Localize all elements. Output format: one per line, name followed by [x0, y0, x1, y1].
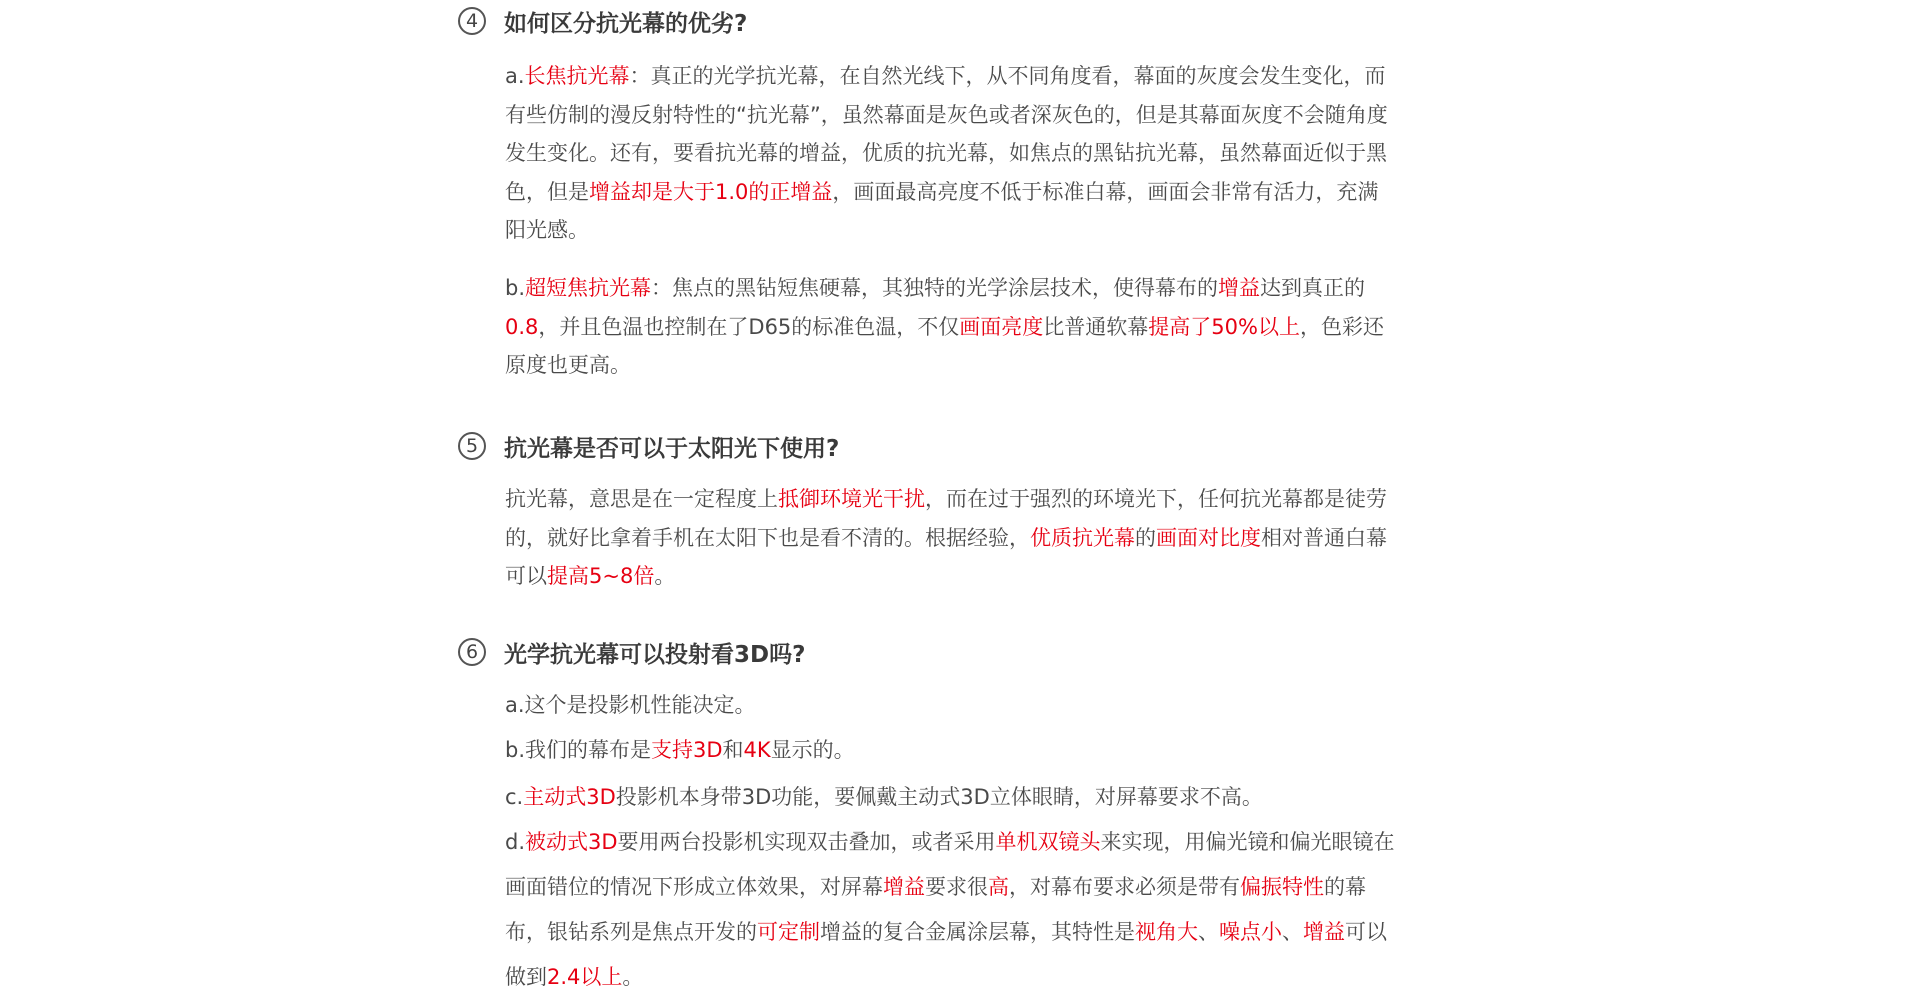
highlight-text: 2.4以上 [547, 965, 623, 989]
highlight-text: 高 [988, 875, 1009, 899]
paragraph [505, 683, 1397, 728]
body-text: 。 [654, 564, 676, 588]
body-text: 可以做到 [505, 920, 1387, 989]
highlight-text: 被动式3D [525, 830, 618, 854]
body-text: ：焦点的黑钻短焦硬幕，其独特的光学涂层技术，使得幕布的 [651, 276, 1219, 300]
highlight-text: 提高了50%以上 [1148, 314, 1300, 339]
body-text: 抗光幕，意思是在一定程度上 [505, 487, 778, 511]
body-text: ，而在过于强烈的环境光下，任何抗光幕都是徒劳的，就好比拿着手机在太阳下也是看不清的。根据经验， [505, 487, 1387, 550]
section-title: 如何区分抗光幕的优劣? [504, 10, 748, 37]
body-text: ，并且色温也控制在了D65的标准色温，不仅 [538, 314, 960, 339]
body-text: 、 [1198, 920, 1219, 944]
body-text: d. [505, 830, 526, 854]
section-heading-4 [458, 1, 747, 41]
section-heading-6 [458, 632, 805, 672]
body-text: 显示的。 [770, 738, 855, 762]
body-text: 的幕布，银钻系列是焦点开发的 [505, 875, 1366, 944]
body-text: a. [505, 64, 525, 88]
body-text: a.这个是投影机性能决定。 [505, 693, 756, 717]
body-text: 达到真正的 [1260, 276, 1366, 300]
highlight-text: 增益却是大于1.0的正增益 [589, 179, 833, 204]
highlight-text: 提高5~8倍 [547, 564, 655, 588]
highlight-text: 偏振特性 [1240, 875, 1324, 899]
paragraph [505, 57, 1397, 250]
section-title: 抗光幕是否可以于太阳光下使用? [504, 435, 840, 462]
highlight-text: 噪点小 [1219, 920, 1282, 944]
highlight-text: 0.8 [505, 314, 539, 339]
highlight-text: 视角大 [1135, 920, 1198, 944]
body-text: ，色彩还原度也更高。 [505, 314, 1384, 377]
body-text: 来实现，用偏光镜和偏光眼镜在画面错位的情况下形成立体效果，对屏幕 [505, 830, 1395, 899]
body-text: ，对幕布要求必须是带有 [1009, 875, 1240, 899]
highlight-text: 单机双镜头 [995, 830, 1101, 854]
body-text: ，画面最高亮度不低于标准白幕，画面会非常有活力，充满阳光感。 [505, 179, 1379, 242]
highlight-text: 超短焦抗光幕 [525, 276, 652, 300]
highlight-text: 优质抗光幕 [1030, 525, 1135, 550]
highlight-text: 画面亮度 [959, 314, 1044, 339]
body-text: 的 [1135, 525, 1156, 550]
paragraph [505, 269, 1397, 385]
body-text: 比普通软幕 [1043, 314, 1149, 339]
body-text: 、 [1282, 920, 1303, 944]
body-text: 。 [622, 965, 644, 989]
section-heading-5 [458, 426, 839, 466]
highlight-text: 画面对比度 [1156, 525, 1261, 550]
section-number-badge: 5 [458, 432, 486, 460]
highlight-text: 4K [743, 738, 771, 762]
body-text: 相对普通白幕可以 [505, 525, 1387, 588]
paragraph [505, 775, 1397, 820]
body-text: c. [505, 785, 524, 809]
paragraph [505, 480, 1397, 596]
highlight-text: 可定制 [757, 920, 820, 944]
body-text: 和 [722, 738, 744, 762]
highlight-text: 增益 [883, 875, 925, 899]
highlight-text: 增益 [1303, 920, 1345, 944]
highlight-text: 抵御环境光干扰 [778, 487, 925, 511]
highlight-text: 主动式3D [523, 785, 616, 809]
body-text: 增益的复合金属涂层幕，其特性是 [820, 920, 1135, 944]
highlight-text: 增益 [1218, 276, 1261, 300]
body-text: b. [505, 276, 526, 300]
body-text: ：真正的光学抗光幕，在自然光线下，从不同角度看，幕面的灰度会发生变化，而有些仿制的漫反射特性的“抗光幕”，虽然幕面是灰色或者深灰色的，但是其幕面灰度不会随角度发生变化。还有，要看抗光幕的增益，优质的抗光幕，如焦点的黑钻抗光幕，虽然幕面近似于黑色，但是 [505, 64, 1388, 204]
body-text: b.我们的幕布是 [505, 738, 652, 762]
section-number-badge: 4 [458, 7, 486, 35]
body-text: 要求很 [925, 875, 988, 899]
highlight-text: 支持3D [651, 738, 723, 762]
body-text: 投影机本身带3D功能，要佩戴主动式3D立体眼睛，对屏幕要求不高。 [615, 785, 1263, 809]
paragraph [505, 820, 1397, 1000]
body-text: 要用两台投影机实现双击叠加，或者采用 [617, 830, 996, 854]
section-title: 光学抗光幕可以投射看3D吗? [504, 641, 806, 668]
highlight-text: 长焦抗光幕 [524, 64, 630, 88]
section-number-badge: 6 [458, 638, 486, 666]
paragraph [505, 728, 1397, 773]
